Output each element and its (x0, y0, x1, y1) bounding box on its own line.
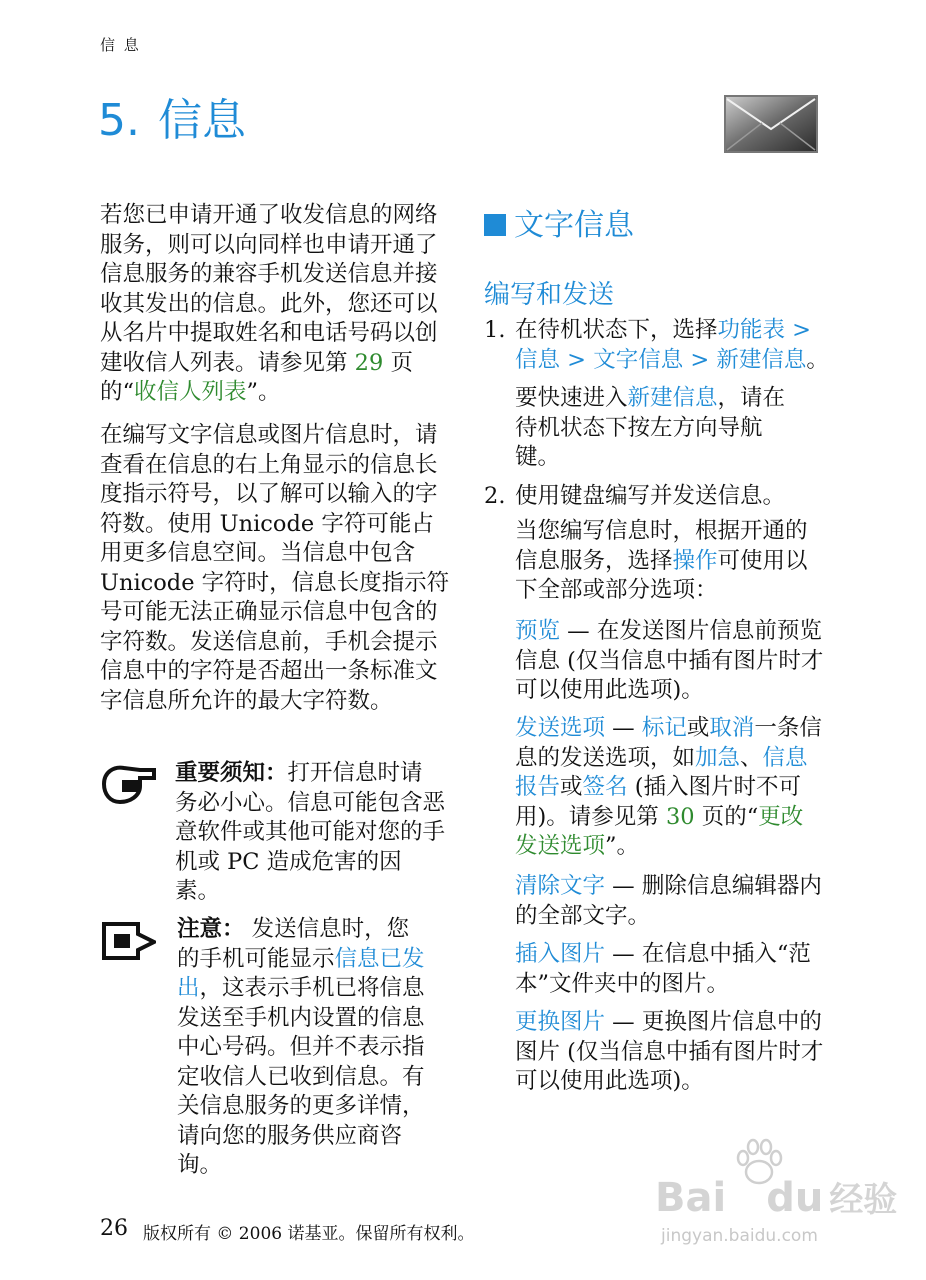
menu-link[interactable]: 功能表 (717, 317, 786, 343)
options-link[interactable]: 操作 (672, 547, 718, 574)
option-replace-picture (515, 1008, 825, 1097)
send-desc-4: 、 (740, 744, 763, 771)
option-clear-text (515, 872, 825, 931)
step-1-number: 1. (484, 317, 506, 343)
option-insert-picture (515, 940, 825, 999)
note-text-2: ，这表示手机已将信息发送至手机内设置的信息中心号码。但并不表示指定收信人已收到信息。有关信息服务的更多详情，请向您的服务供应商咨询。 (177, 975, 425, 1178)
chapter-title-text: 信息 (157, 95, 246, 146)
section-square-icon (484, 214, 506, 236)
important-label: 重要须知： (175, 760, 288, 786)
mark-link[interactable]: 标记 (641, 715, 687, 741)
important-text: 打开信息时请务必小心。信息可能包含恶意软件或其他可能对您的手机或 PC 造成危害的因素。 (175, 760, 446, 904)
clear-text-desc: — 删除信息编辑器内的全部文字。 (515, 873, 822, 929)
intro-text-mid: 页的“ (100, 349, 413, 405)
section-title (484, 200, 634, 244)
length-indicator-paragraph: 在编写文字信息或图片信息时，请查看在信息的右上角显示的信息长度指示符号，以了解可以输入的字符数。使用 Unicode 字符可能占用更多信息空间。当信息中包含 Unicode 字符时，信息长度指示符号可能无法正确显示信息中包含的字符数。发送信息前，手机会提示信息中的字符是否超出一条标准文字信息所允许的最大字符数。 (100, 422, 450, 714)
page-number: 26 (100, 1216, 128, 1241)
send-options-link[interactable]: 发送选项 (515, 715, 606, 741)
step-1 (515, 316, 835, 375)
note-text-1: 发送信息时，您的手机可能显示 (177, 916, 410, 972)
menu-sep-1: > (785, 317, 812, 343)
intro-paragraph (100, 201, 450, 408)
send-desc-7: 页的“ (694, 803, 759, 830)
copyright: 版权所有 © 2006 诺基亚。保留所有权利。 (143, 1224, 475, 1244)
clear-text-link[interactable]: 清除文字 (515, 873, 606, 899)
step-2: 使用键盘编写并发送信息。 (515, 483, 786, 509)
detail-text-2: 可使用以下全部或部分选项： (515, 547, 808, 603)
delivery-report-link[interactable]: 信息报告 (515, 744, 808, 800)
new-message-link-2[interactable]: 新建信息 (627, 385, 718, 411)
send-desc-2: 或 (686, 715, 710, 741)
unmark-link[interactable]: 取消 (709, 715, 755, 741)
chapter-title (98, 84, 246, 148)
running-header: 信 息 (100, 36, 141, 54)
baidu-logo-jingyan: 经验 (829, 1180, 898, 1220)
page-ref-29[interactable]: 29 (354, 349, 384, 376)
step-2-detail (515, 517, 815, 606)
option-send-options (515, 714, 825, 862)
baidu-logo-du: du (766, 1175, 824, 1221)
baidu-logo-text (655, 1172, 897, 1221)
recipient-list-link[interactable]: 收信人列表 (134, 379, 247, 405)
new-message-link[interactable]: 新建信息 (716, 346, 807, 373)
note-label: 注意： (177, 916, 245, 942)
envelope-icon (724, 95, 818, 153)
menu-sep-3: > (683, 346, 717, 373)
page-ref-30[interactable]: 30 (665, 803, 695, 830)
preview-link[interactable]: 预览 (515, 618, 561, 644)
intro-text-end: ”。 (246, 379, 281, 405)
detail-text-1: 当您编写信息时，根据开通的信息服务，选择 (515, 518, 808, 574)
insert-picture-desc: — 在信息中插入“范本”文件夹中的图片。 (515, 941, 811, 997)
send-desc-3: 一条信息的发送选项，如 (515, 715, 822, 771)
text-messages-link[interactable]: 文字信息 (593, 346, 684, 373)
change-send-options-link[interactable]: 更改发送选项 (515, 803, 804, 859)
replace-picture-desc: — 更换图片信息中的图片 (仅当信息中插有图片时才可以使用此选项)。 (515, 1009, 824, 1094)
shortcut-text-2: ，请在待机状态下按左方向导航键。 (515, 385, 786, 470)
chapter-number: 5. (98, 95, 140, 146)
baidu-watermark (655, 1138, 898, 1258)
signature-link[interactable]: 签名 (582, 774, 628, 800)
option-preview (515, 617, 825, 706)
baidu-logo-bai: Bai (655, 1175, 727, 1221)
urgent-link[interactable]: 加急 (695, 744, 741, 771)
replace-picture-link[interactable]: 更换图片 (515, 1009, 606, 1035)
watermark-url: jingyan.baidu.com (661, 1226, 818, 1246)
step-1-text: 在待机状态下，选择 (515, 317, 718, 343)
preview-desc: — 在发送图片信息前预览信息 (仅当信息中插有图片时才可以使用此选项)。 (515, 618, 824, 703)
section-title-text: 文字信息 (514, 208, 634, 243)
intro-text: 若您已申请开通了收发信息的网络服务，则可以向同样也申请开通了信息服务的兼容手机发送信息并接收其发出的信息。此外，您还可以从名片中提取姓名和电话号码以创建收信人列表。请参见第 (100, 202, 438, 376)
note-notice (177, 915, 427, 1181)
messages-link[interactable]: 信息 (515, 346, 561, 373)
shortcut-text-1: 要快速进入 (515, 385, 628, 411)
important-hand-icon (100, 762, 156, 806)
menu-sep-2: > (560, 346, 594, 373)
step-1-end: 。 (806, 346, 829, 373)
step-2-number: 2. (484, 483, 506, 509)
subsection-title: 编写和发送 (484, 280, 615, 310)
note-hand-icon (100, 918, 156, 962)
send-desc-5: 或 (560, 774, 583, 800)
step-1-shortcut (515, 384, 795, 473)
send-desc-6: (插入图片时不可用)。请参见第 (515, 774, 801, 830)
message-sent-link[interactable]: 信息已发出 (177, 945, 425, 1001)
important-notice (175, 759, 445, 907)
insert-picture-link[interactable]: 插入图片 (515, 941, 606, 967)
send-desc-8: ”。 (605, 833, 640, 859)
send-desc-1: — (605, 715, 642, 741)
